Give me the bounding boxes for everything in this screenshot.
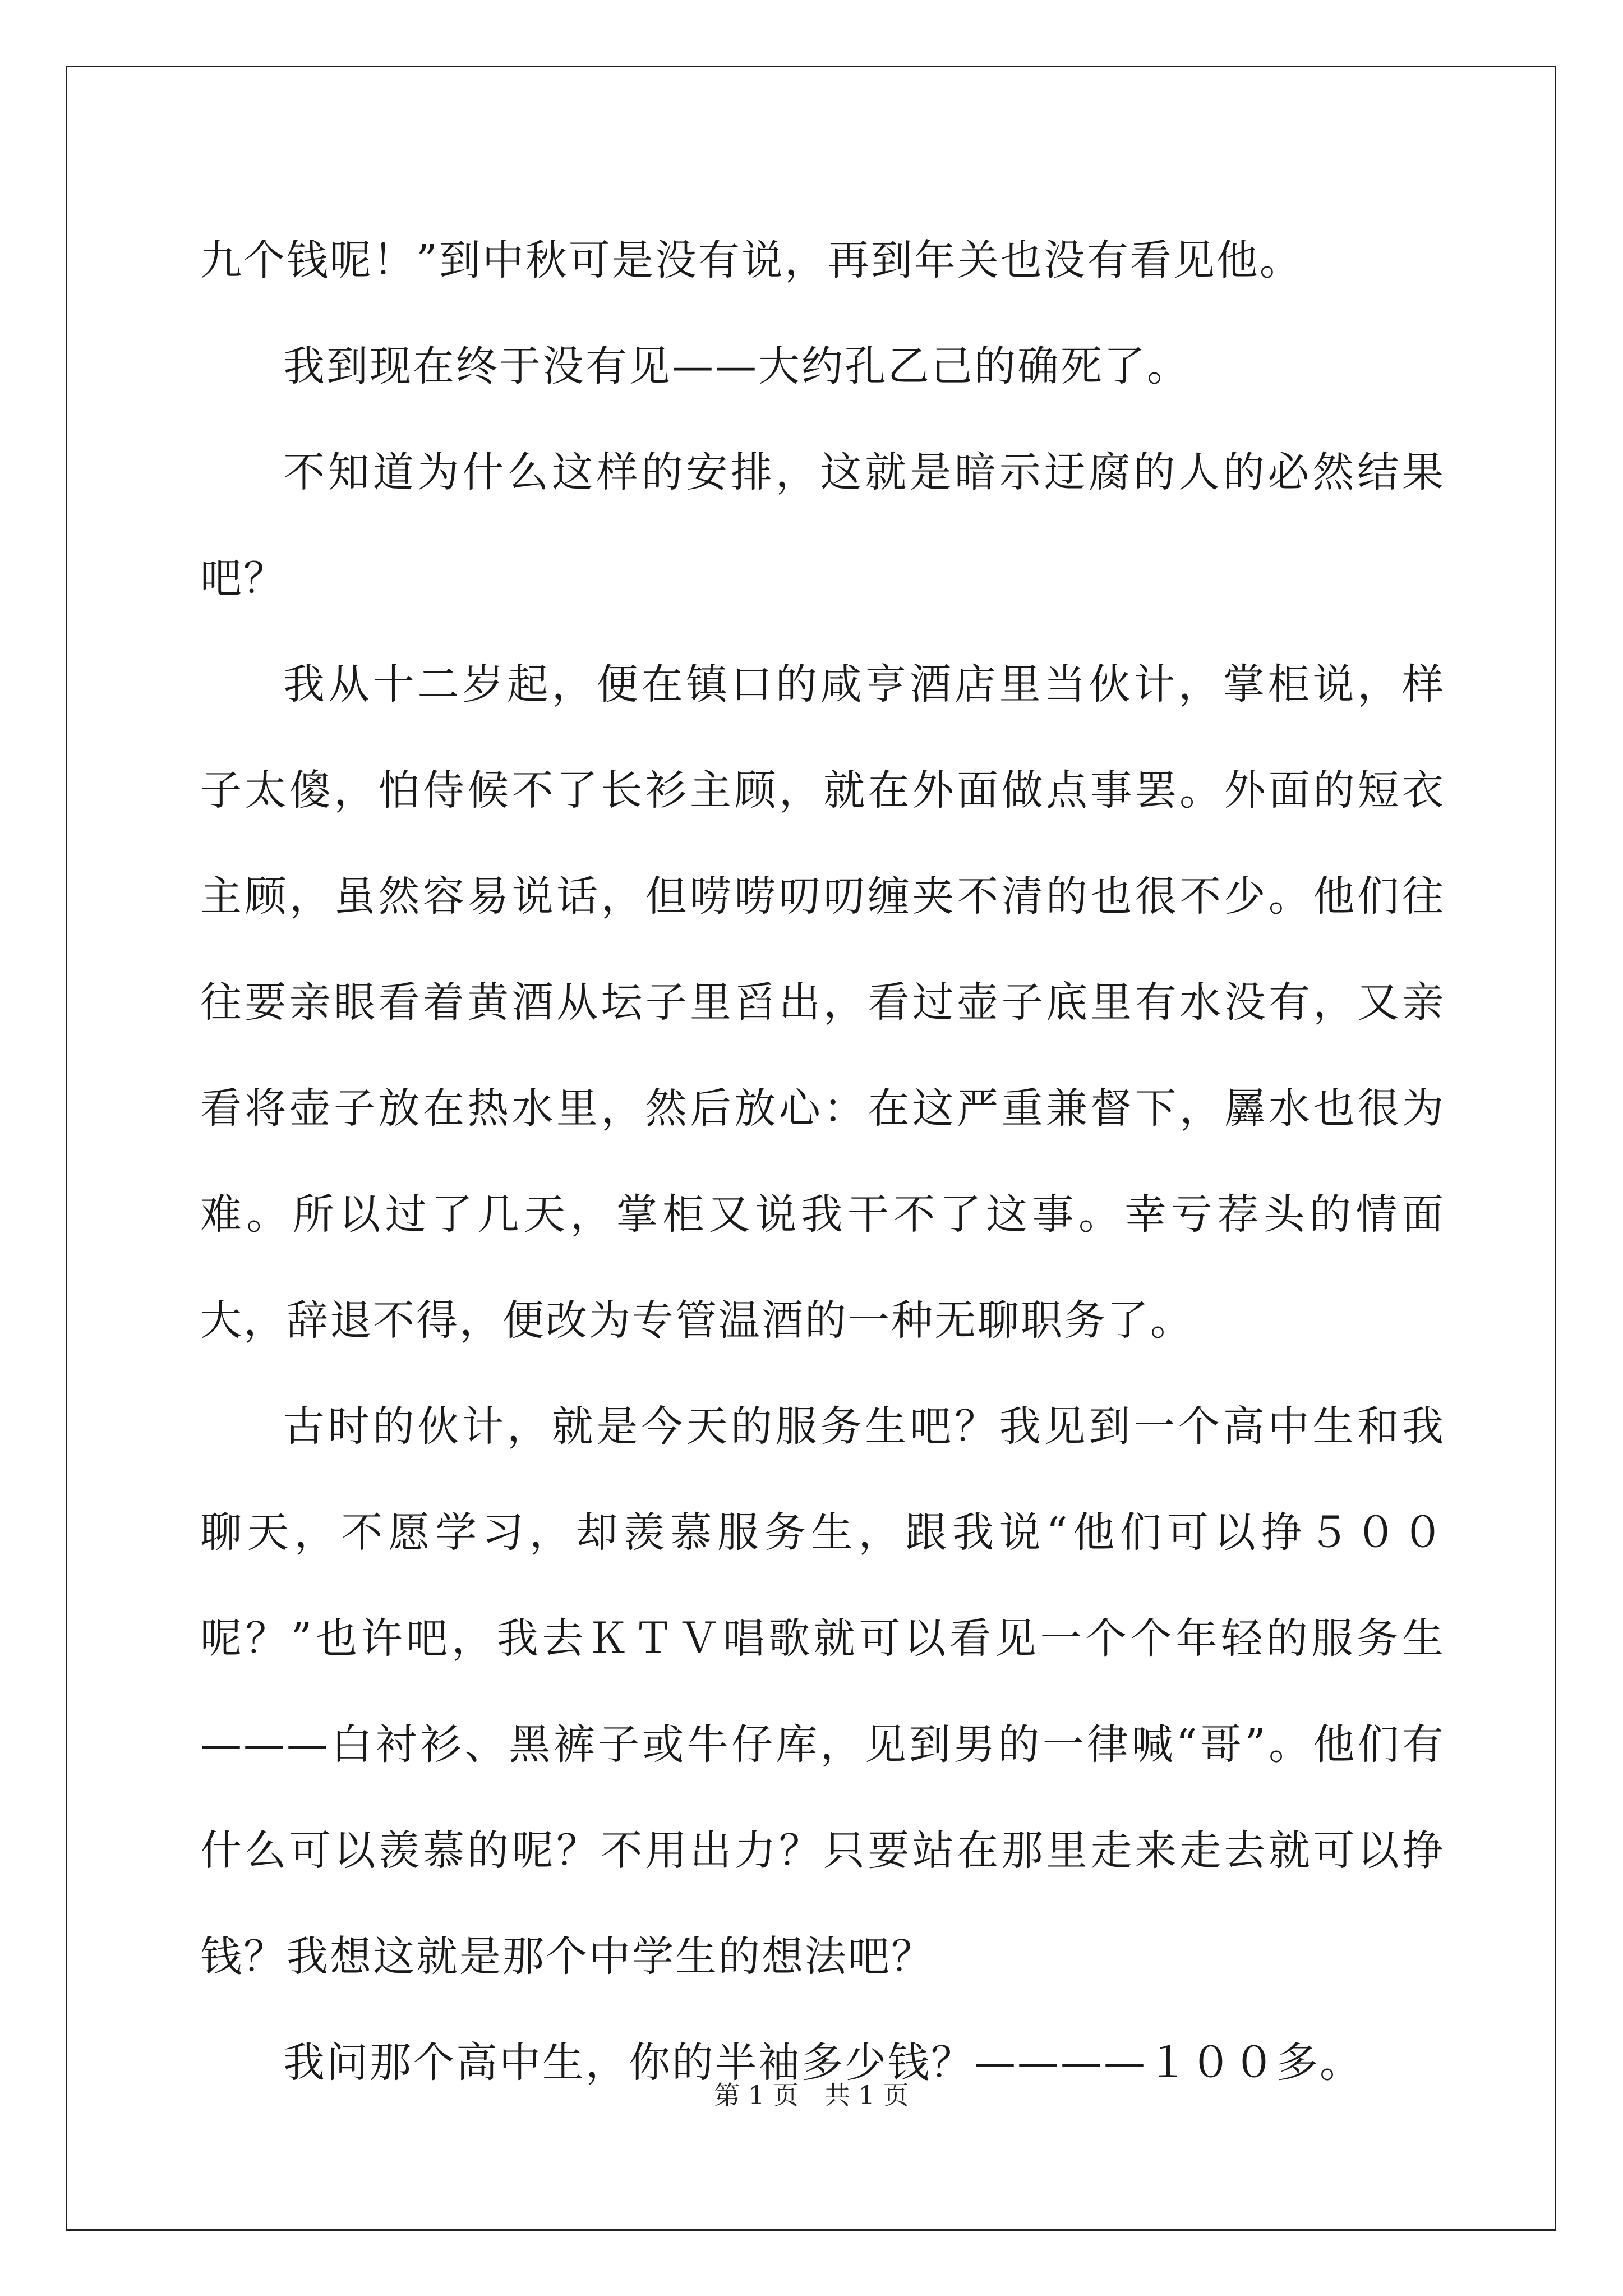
paragraph: 古时的伙计，就是今天的服务生吧？我见到一个高中生和我聊天，不愿学习，却羡慕服务生，跟我说“他们可以挣５００呢？”也许吧，我去ＫＴＶ唱歌就可以看见一个个年轻的服务生———白衬衫、黑裤子或牛仔库，见到男的一律喊“哥”。他们有什么可以羡慕的呢？不用出力？只要站在那里走来走去就可以挣钱？我想这就是那个中学生的想法吧？	[200, 1402, 1445, 1981]
paragraph: 不知道为什么这样的安排，这就是暗示迂腐的人的必然结果吧？	[200, 448, 1445, 602]
paragraph: 我到现在终于没有见——大约孔乙己的确死了。	[283, 342, 1190, 390]
paragraph: 九个钱呢！”到中秋可是没有说，再到年关也没有看见他。	[200, 236, 1303, 284]
page-footer: 第 1 页 共 1 页	[714, 2080, 909, 2110]
paragraph: 我问那个高中生，你的半袖多少钱？————１００多。	[283, 2039, 1363, 2087]
document-body	[200, 208, 1445, 2116]
paragraph: 我从十二岁起，便在镇口的咸亨酒店里当伙计，掌柜说，样子太傻，怕侍候不了长衫主顾，就在外面做点事罢。外面的短衣主顾，虽然容易说话，但唠唠叨叨缠夹不清的也很不少。他们往往要亲眼看着黄酒从坛子里舀出，看过壶子底里有水没有，又亲看将壶子放在热水里，然后放心：在这严重兼督下，羼水也很为难。所以过了几天，掌柜又说我干不了这事。幸亏荐头的情面大，辞退不得，便改为专管温酒的一种无聊职务了。	[200, 660, 1445, 1345]
